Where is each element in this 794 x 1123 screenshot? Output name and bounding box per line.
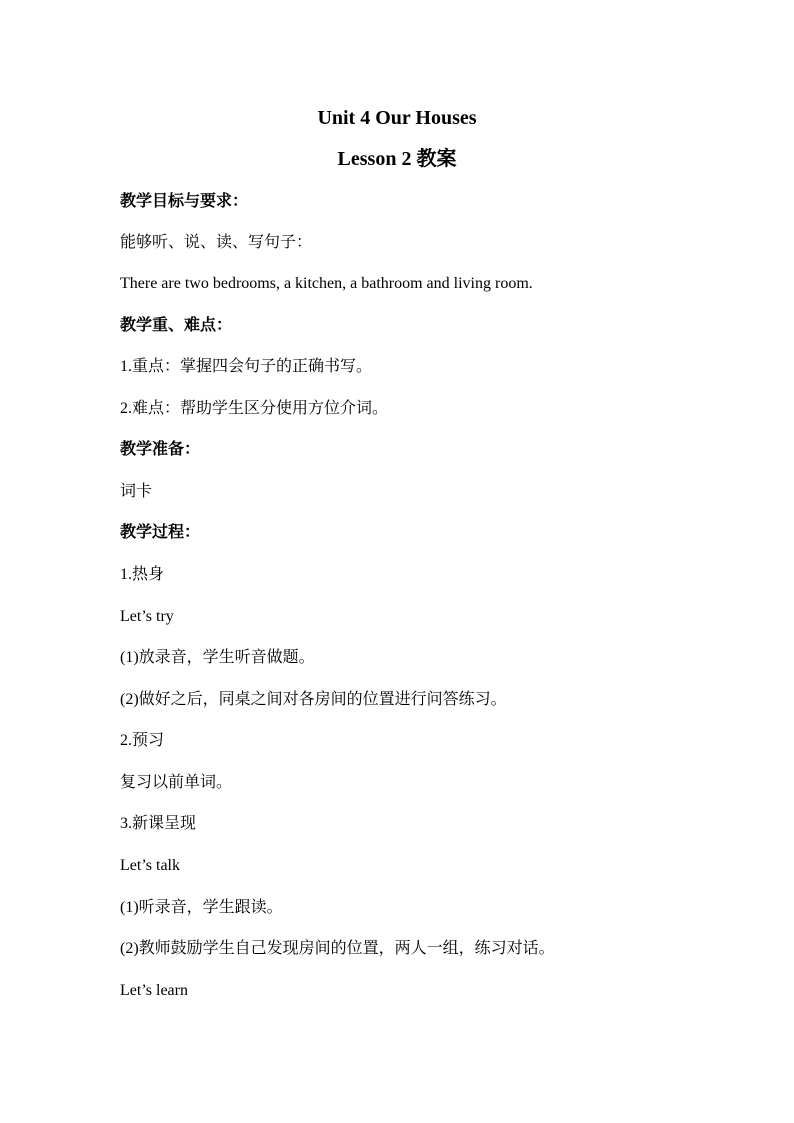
paragraph-line: 2.预习 [120, 732, 165, 749]
paragraph-line: (2)做好之后，同桌之间对各房间的位置进行问答练习。 [120, 691, 507, 708]
heading-key-points: 教学重、难点： [120, 317, 233, 334]
paragraph-line: 3.新课呈现 [120, 815, 197, 832]
paragraph-line: (1)听录音，学生跟读。 [120, 899, 283, 916]
paragraph-line: Let’s talk [120, 857, 180, 874]
paragraph-line: 2.难点：帮助学生区分使用方位介词。 [120, 400, 389, 417]
paragraph-line: Let’s learn [120, 982, 188, 999]
paragraph-line: (2)教师鼓励学生自己发现房间的位置，两人一组，练习对话。 [120, 940, 555, 957]
paragraph-line: 复习以前单词。 [120, 774, 233, 791]
paragraph-line: 1.热身 [120, 566, 165, 583]
document-subtitle: Lesson 2 教案 [337, 148, 457, 170]
heading-preparation: 教学准备： [120, 441, 201, 458]
paragraph-line: 1.重点：掌握四会句子的正确书写。 [120, 358, 373, 375]
paragraph-line: 能够听、说、读、写句子： [120, 234, 313, 251]
paragraph-line: (1)放录音，学生听音做题。 [120, 649, 315, 666]
paragraph-line: There are two bedrooms, a kitchen, a bathroom and living room. [120, 275, 533, 292]
paragraph-line: Let’s try [120, 608, 174, 625]
document-title: Unit 4 Our Houses [317, 107, 477, 129]
heading-process: 教学过程： [120, 524, 201, 541]
heading-objectives: 教学目标与要求： [120, 193, 249, 210]
paragraph-line: 词卡 [120, 483, 153, 500]
